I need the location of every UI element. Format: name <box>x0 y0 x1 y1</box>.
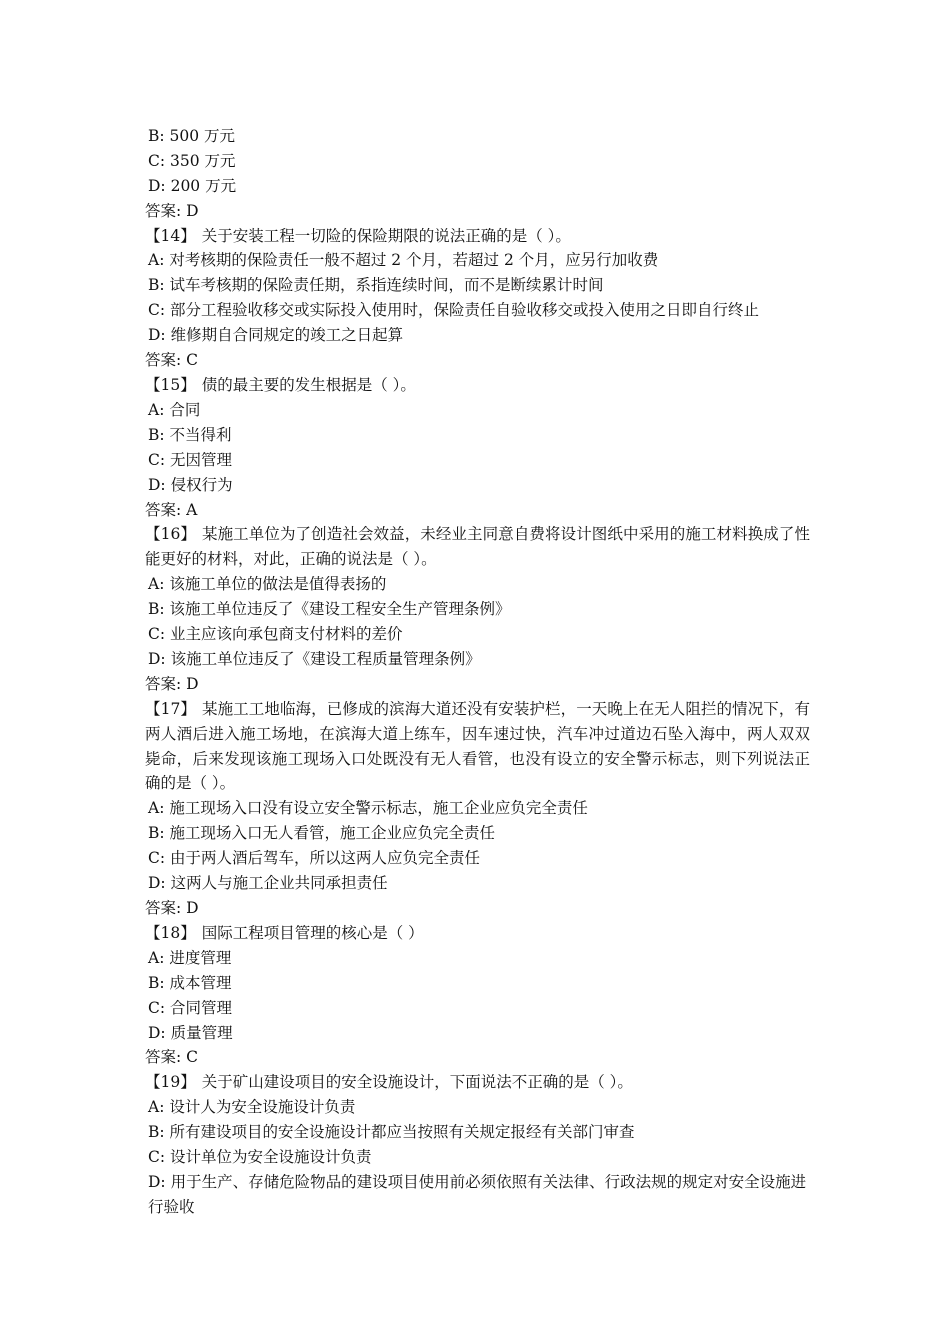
question-number: 【18】 <box>145 923 196 942</box>
option-line: D: 质量管理 <box>148 1023 233 1042</box>
option-line: B: 施工现场入口无人看管，施工企业应负完全责任 <box>148 824 496 843</box>
answer-line: 答案: D <box>145 674 199 693</box>
option-line: A: 进度管理 <box>148 948 232 967</box>
question-text: 关于安装工程一切险的保险期限的说法正确的是（ ）。 <box>201 226 571 245</box>
option-line: C: 部分工程验收移交或实际投入使用时，保险责任自验收移交或投入使用之日即自行终止 <box>148 301 760 320</box>
question-block <box>145 921 810 1070</box>
question-block <box>145 1070 810 1219</box>
question-number: 【17】 <box>145 699 196 718</box>
option-line: D: 这两人与施工企业共同承担责任 <box>148 874 388 893</box>
question-block <box>145 522 810 696</box>
option-line: A: 该施工单位的做法是值得表扬的 <box>148 575 387 594</box>
option-line: D: 200 万元 <box>148 176 237 195</box>
option-line: B: 所有建设项目的安全设施设计都应当按照有关规定报经有关部门审查 <box>148 1123 635 1142</box>
question-text: 国际工程项目管理的核心是（ ） <box>201 923 424 942</box>
question-stem <box>145 1070 810 1095</box>
option-line: D: 该施工单位违反了《建设工程质量管理条例》 <box>148 649 481 668</box>
option-line: B: 不当得利 <box>148 425 232 444</box>
question-text: 债的最主要的发生根据是（ ）。 <box>201 375 416 394</box>
question-number: 【16】 <box>145 525 196 544</box>
option-line: C: 350 万元 <box>148 151 236 170</box>
question-stem <box>145 921 810 946</box>
answer-line: 答案: A <box>145 500 198 519</box>
option-line: A: 设计人为安全设施设计负责 <box>148 1098 356 1117</box>
answer-line: 答案: C <box>145 1048 199 1067</box>
question-list <box>145 224 810 1220</box>
answer-line: 答案: D <box>145 898 199 917</box>
question-text: 某施工工地临海，已修成的滨海大道还没有安装护栏，一天晚上在无人阻拦的情况下，有两人酒后进入施工场地，在滨海大道上练车，因车速过快，汽车冲过道边石坠入海中，两人双双毙命，后来发现该施工现场入口处既没有无人看管，也没有设立的安全警示标志，则下列说法正确的是（ ）。 <box>145 699 810 793</box>
option-line: B: 试车考核期的保险责任期，系指连续时间，而不是断续累计时间 <box>148 276 604 295</box>
question-text: 关于矿山建设项目的安全设施设计，下面说法不正确的是（ ）。 <box>201 1073 633 1092</box>
question-number: 【15】 <box>145 375 196 394</box>
question-block <box>145 224 810 373</box>
option-line: B: 成本管理 <box>148 973 232 992</box>
option-line: A: 合同 <box>148 400 201 419</box>
question-text: 某施工单位为了创造社会效益，未经业主同意自费将设计图纸中采用的施工材料换成了性能更好的材料，对此，正确的说法是（ ）。 <box>145 525 810 569</box>
answer-line: 答案: D <box>145 201 199 220</box>
option-line: C: 设计单位为安全设施设计负责 <box>148 1148 372 1167</box>
option-line: C: 无因管理 <box>148 450 233 469</box>
question-block <box>145 373 810 522</box>
option-line: C: 业主应该向承包商支付材料的差价 <box>148 625 403 644</box>
question-number: 【14】 <box>145 226 196 245</box>
question-stem <box>145 522 810 572</box>
option-line: D: 维修期自合同规定的竣工之日起算 <box>148 326 404 345</box>
question-stem <box>145 697 810 797</box>
option-line: B: 500 万元 <box>148 127 236 145</box>
option-line: A: 对考核期的保险责任一般不超过 2 个月，若超过 2 个月，应另行加收费 <box>148 251 659 270</box>
question-block <box>145 697 810 921</box>
option-line: B: 该施工单位违反了《建设工程安全生产管理条例》 <box>148 600 511 619</box>
question-stem <box>145 224 810 249</box>
option-line: C: 合同管理 <box>148 998 233 1017</box>
question-stem <box>145 373 810 398</box>
document-page <box>145 124 810 1220</box>
question-number: 【19】 <box>145 1073 196 1092</box>
option-line: A: 施工现场入口没有设立安全警示标志，施工企业应负完全责任 <box>148 799 588 818</box>
answer-line: 答案: C <box>145 351 199 370</box>
option-line: C: 由于两人酒后驾车，所以这两人应负完全责任 <box>148 849 481 868</box>
option-line: D: 用于生产、存储危险物品的建设项目使用前必须依照有关法律、行政法规的规定对安全设施进行验收 <box>148 1172 807 1216</box>
option-line: D: 侵权行为 <box>148 475 233 494</box>
